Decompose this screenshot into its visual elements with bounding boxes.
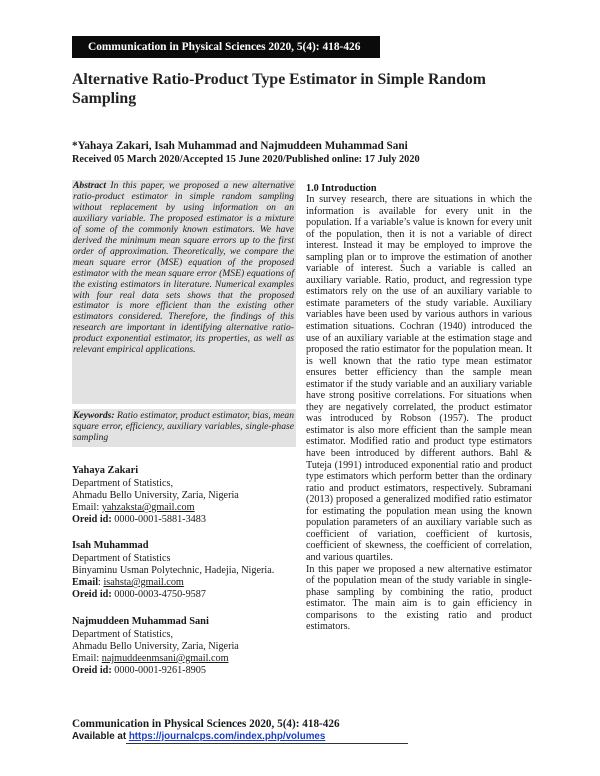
abstract-box	[72, 180, 296, 404]
paper-authors: *Yahaya Zakari, Isah Muhammad and Najmuddeen Muhammad Sani	[72, 140, 408, 152]
introduction-paragraph-1: In survey research, there are situations in which the information is available for every unit in the population. If a variable’s value is known for every unit of the population, then it is not a variable of direct interest. Instead it may be employed to improve the sampling plan or to improve the estimation of another variable of interest. Such a variable is called an auxiliary variable. Ratio, product, and regression type estimators rely on the use of an auxiliary variable to estimate parameters of the study variable. Auxiliary variables have been used by various authors in various estimation situations. Cochran (1940) introduced the use of an auxiliary variable at the estimation stage and proposed the ratio estimator for the population mean. It is well known that the ratio type mean estimator ensures better efficiency than the sample mean estimator if the study variable and an auxiliary variable have strong positive correlations. For situations when they are negatively correlated, the product estimator was introduced by Robson (1957). The product estimator is also more efficient than the sample mean estimator. Modified ratio and product type estimators have been introduced by different authors. Bahl & Tuteja (1991) introduced exponential ratio and product type estimators which perform better than the ordinary ratio and product estimators, respectively. Subramani (2013) proposed a generalized modified ratio estimator for estimating the population mean using the known population parameters of an auxiliary variable such as coefficient of variation, coefficient of kurtosis, coefficient of skewness, the coefficient of correlation, and various quartiles.	[306, 194, 532, 563]
keywords-text: Ratio estimator, product estimator, bias, mean square error, efficiency, auxiliary variables, single-phase sampling	[73, 410, 294, 443]
paper-dates: Received 05 March 2020/Accepted 15 June 2020/Published online: 17 July 2020	[72, 154, 420, 165]
author-details-2	[72, 540, 302, 601]
orcid-label: Oreid id:	[72, 514, 112, 525]
author-institution: Ahmadu Bello University, Zaria, Nigeria	[72, 490, 239, 501]
journal-url-link[interactable]: https://journalcps.com/index.php/volumes	[128, 731, 326, 742]
abstract-text: In this paper, we proposed a new alternative ratio-product estimator in simple random sampling without replacement by using information on an auxiliary variable. The proposed estimator is a mixture of some of the commonly known estimators. We have derived the minimum mean square errors up to the first order of approximation. Theoretically, we compare the mean square error (MSE) equation of the proposed estimator with the mean square error (MSE) equations of the existing estimators in literature. Numerical examples with four real data sets shows that the proposed estimator is more efficient than the existing other estimators considered. Therefore, the findings of this research are important in identifying alternative ratio-product exponential estimator, its properties, as well as relevant empirical applications.	[73, 180, 294, 356]
author-name: Isah Muhammad	[72, 540, 149, 551]
email-separator: :	[98, 577, 104, 588]
author-email-line	[72, 577, 302, 589]
journal-banner: Communication in Physical Sciences 2020, 5(4): 418-426	[72, 36, 380, 58]
author-email-line	[72, 502, 302, 514]
author-name: Yahaya Zakari	[72, 465, 139, 476]
author-email-link[interactable]: isahsta@gmail.com	[103, 577, 184, 588]
author-email-line	[72, 653, 302, 665]
available-label: Available at	[72, 731, 129, 742]
author-orcid: 0000-0001-5881-3483	[111, 514, 206, 525]
author-orcid: 0000-0003-4750-9587	[111, 589, 206, 600]
author-department: Department of Statistics	[72, 553, 171, 564]
paper-title: Alternative Ratio-Product Type Estimator in Simple Random Sampling	[72, 71, 486, 107]
footer-journal: Communication in Physical Sciences 2020, 5(4): 418-426	[72, 718, 340, 730]
email-label: Email:	[72, 502, 102, 513]
email-label: Email:	[72, 653, 102, 664]
author-details-1	[72, 465, 302, 526]
author-details-3	[72, 616, 302, 677]
keywords-box	[72, 409, 296, 447]
author-orcid-line	[72, 589, 302, 601]
footer-available	[72, 731, 432, 743]
author-name: Najmuddeen Muhammad Sani	[72, 616, 209, 627]
author-email-link[interactable]: yahzaksta@gmail.com	[101, 502, 195, 513]
introduction-body	[306, 194, 532, 633]
author-orcid: 0000-0001-9261-8905	[111, 665, 206, 676]
orcid-label: Oreid id:	[72, 665, 112, 676]
email-label: Email	[72, 577, 99, 588]
author-orcid-line	[72, 665, 302, 677]
author-department: Department of Statistics,	[72, 629, 174, 640]
author-institution: Binyaminu Usman Polytechnic, Hadejia, Nigeria.	[72, 565, 275, 576]
keywords-label: Keywords:	[73, 410, 115, 421]
author-department: Department of Statistics,	[72, 478, 174, 489]
footer-rule	[126, 743, 408, 744]
introduction-paragraph-2: In this paper we proposed a new alternative estimator of the population mean of the study variable in single-phase sampling by combining the ratio, product estimator. The main aim is to gain efficiency in comparisons to the existing ratio and product estimators.	[306, 563, 532, 633]
author-institution: Ahmadu Bello University, Zaria, Nigeria	[72, 641, 239, 652]
author-email-link[interactable]: najmuddeenmsani@gmail.com	[101, 653, 229, 664]
introduction-heading: 1.0 Introduction	[306, 183, 377, 194]
orcid-label: Oreid id:	[72, 589, 112, 600]
author-orcid-line	[72, 514, 302, 526]
abstract-label: Abstract	[73, 180, 107, 191]
